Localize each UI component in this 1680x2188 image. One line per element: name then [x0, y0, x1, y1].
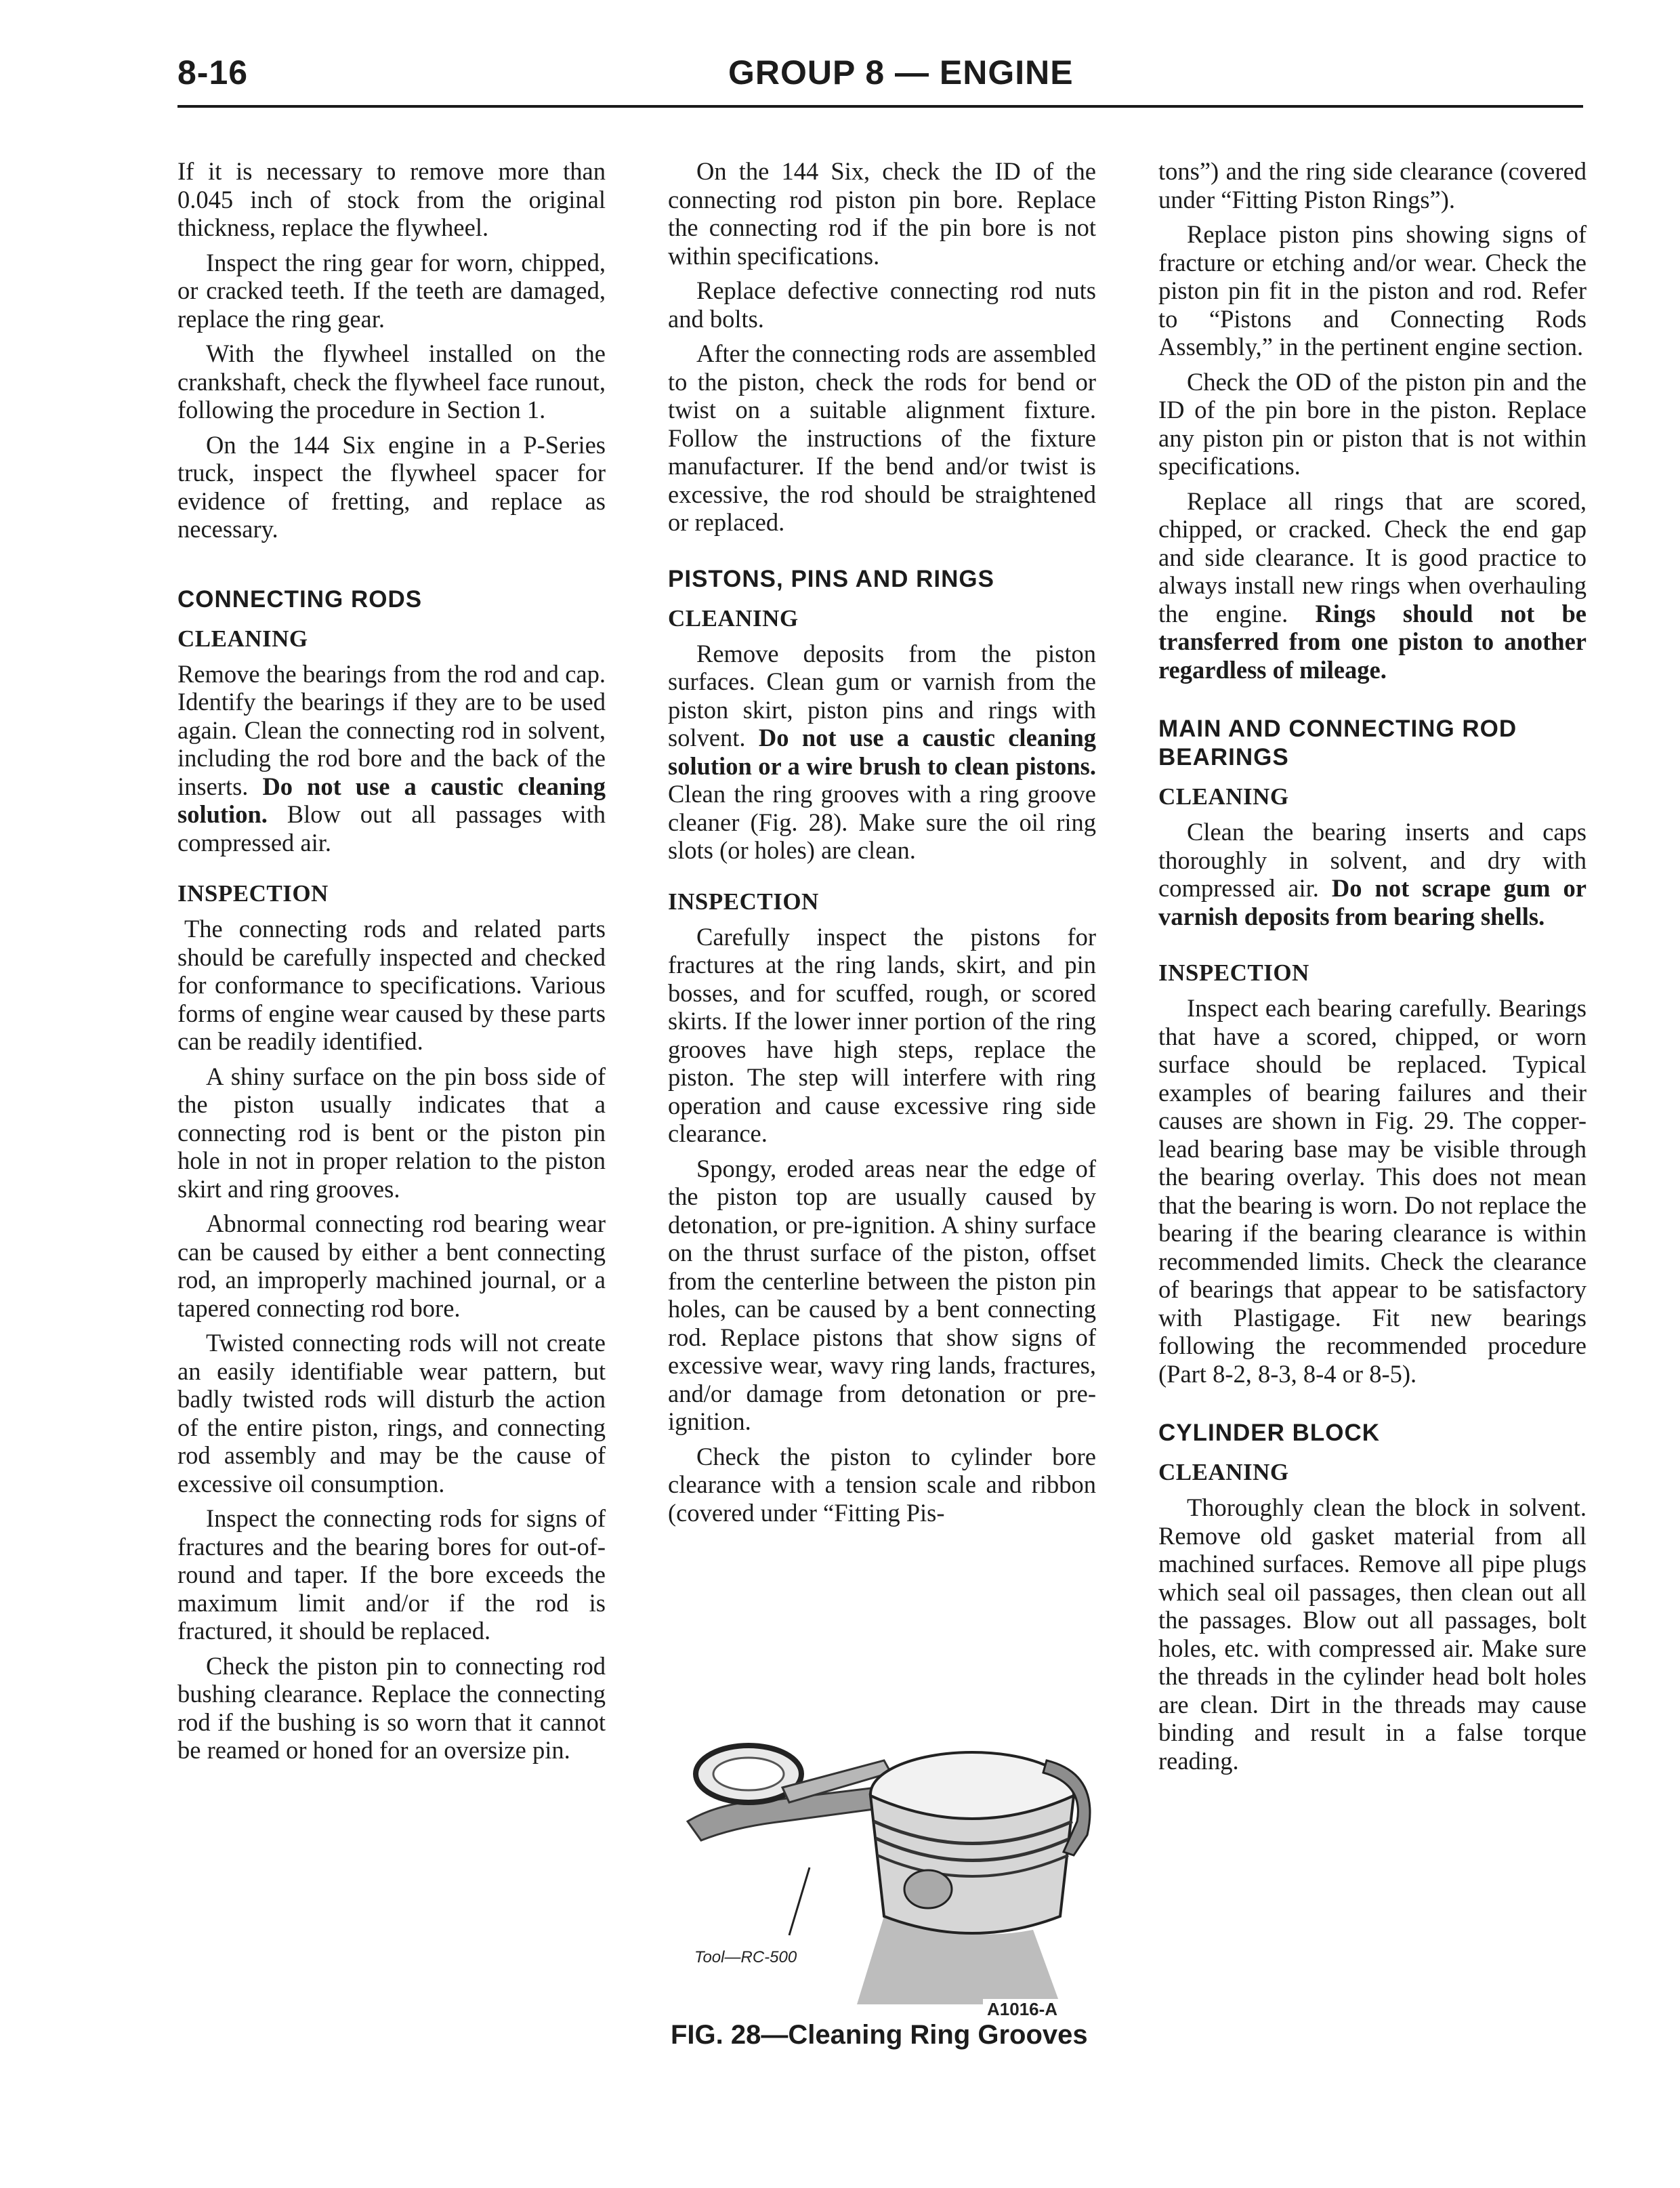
paragraph: The connecting rods and related parts should be carefully inspected and checked for conformance to specifications. Various forms of engine wear caused by these parts can be readily identified.	[177, 915, 606, 1055]
warning-text: Do not use a caustic cleaning solution or a wire brush to clean pistons.	[668, 724, 1097, 780]
paragraph: On the 144 Six engine in a P-Series truck, inspect the flywheel spacer for evidence of fretting, and replace as necessary.	[177, 430, 606, 543]
header-rule	[177, 105, 1583, 108]
paragraph: With the flywheel installed on the crankshaft, check the flywheel face runout, following the procedure in Section 1.	[177, 339, 606, 424]
paragraph: On the 144 Six, check the ID of the connecting rod piston pin bore. Replace the connecting rod if the pin bore is not within specifications.	[668, 157, 1096, 270]
paragraph	[1158, 818, 1587, 930]
warning-text: Rings should not be transferred from one piston to another regardless of mileage.	[1158, 599, 1587, 684]
text: Blow out all passages with compressed air.	[177, 800, 606, 856]
subheading-cleaning: CLEANING	[177, 625, 308, 652]
paragraph: tons”) and the ring side clearance (covered under “Fitting Piston Rings”).	[1158, 157, 1587, 213]
subheading-inspection: INSPECTION	[177, 880, 329, 907]
subheading-cleaning: CLEANING	[668, 604, 799, 632]
text: Clean the bearing inserts and caps thoroughly in solvent, and dry with compressed air.	[1158, 818, 1587, 902]
section-heading-pistons: PISTONS, PINS AND RINGS	[668, 565, 994, 592]
paragraph: Check the piston to cylinder bore clearance with a tension scale and ribbon (covered under “Fitting Pis-	[668, 1442, 1096, 1527]
paragraph: After the connecting rods are assembled to the piston, check the rods for bend or twist on a suitable alignment fixture. Follow the instructions of the fixture manufacturer. If the bend and/or twist is excessive, the rod should be straightened or replaced.	[668, 339, 1096, 536]
paragraph: A shiny surface on the pin boss side of the piston usually indicates that a connecting rod is bent or the piston pin hole in not in proper relation to the piston skirt and ring grooves.	[177, 1062, 606, 1203]
group-title: GROUP 8 — ENGINE	[728, 54, 1074, 91]
subheading-cleaning: CLEANING	[1158, 1459, 1289, 1485]
paragraph: Replace piston pins showing signs of fracture or etching and/or wear. Check the piston pin fit in the piston and rod. Refer to “Pistons and Connecting Rods Assembly,” in the pertinent engine section.	[1158, 220, 1587, 360]
paragraph: If it is necessary to remove more than 0.045 inch of stock from the original thickness, replace the flywheel.	[177, 157, 606, 241]
text: Clean the ring grooves with a ring groove cleaner (Fig. 28). Make sure the oil ring slots (or holes) are clean.	[668, 780, 1096, 864]
paragraph: Spongy, eroded areas near the edge of the piston top are usually caused by detonation, or pre-ignition. A shiny surface on the thrust surface of the piston, offset from the centerline between the piston pin holes, can be caused by a bent connecting rod. Replace pistons that show signs of excessive wear, wavy ring lands, fractures, and/or damage from detonation or pre-ignition.	[668, 1154, 1096, 1435]
tool-label: Tool—RC-500	[694, 1948, 797, 1966]
paragraph: Check the piston pin to connecting rod bushing clearance. Replace the connecting rod if the bushing is so worn that it cannot be reamed or honed for an oversize pin.	[177, 1651, 606, 1764]
paragraph: Inspect the ring gear for worn, chipped, or cracked teeth. If the teeth are damaged, replace the ring gear.	[177, 248, 606, 333]
subheading-inspection: INSPECTION	[1158, 959, 1309, 986]
section-heading-cylinder-block: CYLINDER BLOCK	[1158, 1420, 1381, 1446]
paragraph	[668, 640, 1096, 865]
paragraph	[1158, 487, 1587, 684]
page-number: 8-16	[177, 54, 249, 91]
warning-text: Do not scrape gum or varnish deposits from bearing shells.	[1158, 874, 1587, 930]
page-header	[0, 0, 1680, 122]
tool-ring-inner	[713, 1758, 784, 1790]
figure-code: A1016-A	[987, 1999, 1058, 2018]
figure-caption: FIG. 28—Cleaning Ring Grooves	[671, 2020, 1088, 2050]
paragraph: Twisted connecting rods will not create an easily identifiable wear pattern, but badly twisted rods will disturb the action of the entire piston, rings, and connecting rod assembly and may be the cause of excessive oil consumption.	[177, 1329, 606, 1498]
paragraph: Inspect each bearing carefully. Bearings that have a scored, chipped, or worn surface should be replaced. Typical examples of bearing failures and their causes are shown in Fig. 29. The copper-lead bearing base may be visible through the bearing overlay. This does not mean that the bearing is worn. Do not replace the bearing if the bearing clearance is within recommended limits. Check the clearance of bearings that appear to be satisfactory with Plastigage. Fit new bearings following the recommended procedure (Part 8-2, 8-3, 8-4 or 8-5).	[1158, 994, 1587, 1388]
text: Replace all rings that are scored, chipped, or cracked. Check the end gap and side clearance. It is good practice to always install new rings when overhauling the engine.	[1158, 487, 1587, 627]
paragraph: Check the OD of the piston pin and the ID of the pin bore in the piston. Replace any piston pin or piston that is not within specifications.	[1158, 367, 1587, 480]
paragraph: Inspect the connecting rods for signs of fractures and the bearing bores for out-of-round and taper. If the bore exceeds the maximum limit and/or if the rod is fractured, it should be replaced.	[177, 1504, 606, 1645]
subheading-cleaning: CLEANING	[1158, 783, 1289, 810]
paragraph	[177, 660, 606, 857]
paragraph: Thoroughly clean the block in solvent. Remove old gasket material from all machined surfaces. Remove all pipe plugs which seal oil passages, then clean out all the passages. Blow out all passages, bolt holes, etc. with compressed air. Make sure the threads in the cylinder head bolt holes are clean. Dirt in the threads may cause binding and result in a false torque reading.	[1158, 1493, 1587, 1775]
column-3	[1158, 157, 1587, 1781]
figure-ring-groove-cleaner	[681, 1720, 1095, 2018]
column-1	[177, 157, 606, 1771]
paragraph: Replace defective connecting rod nuts and bolts.	[668, 276, 1096, 333]
text: Remove deposits from the piston surfaces. Clean gum or varnish from the piston skirt, piston pins and rings with solvent.	[668, 639, 1096, 751]
paragraph: Abnormal connecting rod bearing wear can be caused by either a bent connecting rod, an improperly machined journal, or a tapered connecting rod bore.	[177, 1210, 606, 1322]
ring-groove-cleaner-illustration	[681, 1720, 1095, 2018]
paragraph: Carefully inspect the pistons for fractures at the ring lands, skirt, and pin bosses, and for scuffed, rough, or scored skirts. If the lower inner portion of the ring grooves have high steps, replace the piston. The step will interfere with ring operation and cause excessive ring side clearance.	[668, 922, 1096, 1147]
subheading-inspection: INSPECTION	[668, 888, 819, 915]
warning-text: Do not use a caustic cleaning solution.	[177, 772, 606, 828]
column-2	[668, 157, 1096, 1533]
label-pointer	[789, 1867, 810, 1935]
text: Remove the bearings from the rod and cap. Identify the bearings if they are to be used again. Clean the connecting rod in solvent, including the rod bore and the back of the inserts.	[177, 659, 606, 800]
section-heading-main-rod-bearings: MAIN AND CONNECTING ROD BEARINGS	[1158, 716, 1517, 770]
section-heading-connecting-rods: CONNECTING RODS	[177, 585, 423, 613]
piston-pin-boss	[904, 1870, 952, 1908]
